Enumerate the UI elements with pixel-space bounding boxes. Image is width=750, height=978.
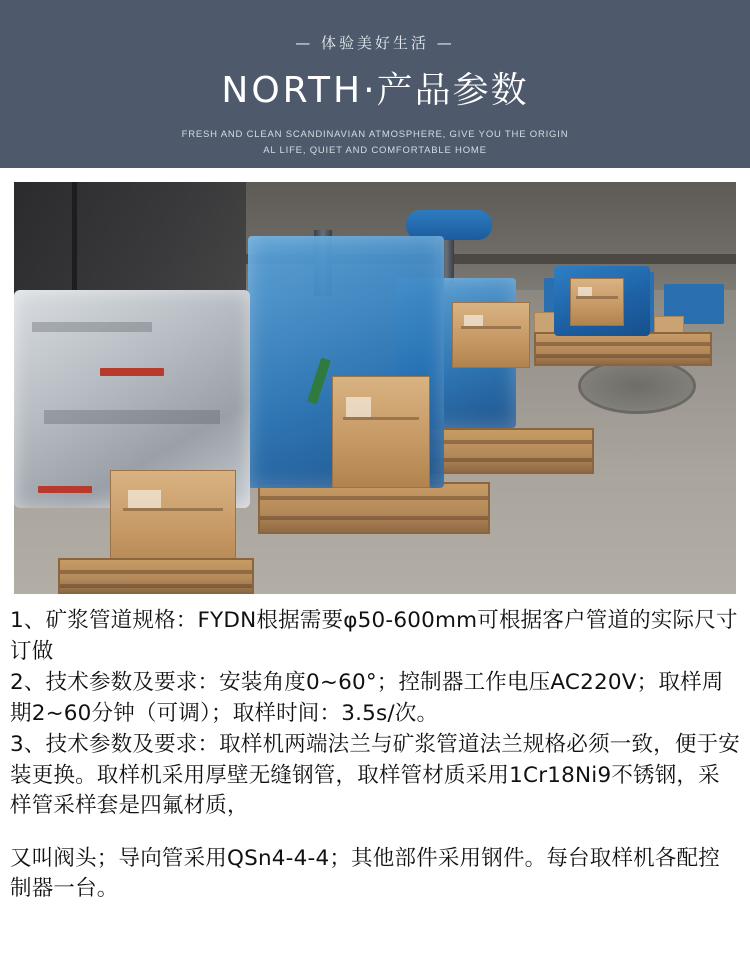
photo-carton-box	[332, 376, 430, 488]
photo-red-marking	[100, 368, 164, 376]
banner-tagline: — 体验美好生活 —	[295, 34, 455, 52]
photo-machine-band	[44, 410, 220, 424]
photo-carton-tape	[576, 296, 618, 299]
photo-carton-label	[128, 490, 160, 509]
banner-content	[0, 36, 750, 159]
photo-carton-label	[346, 397, 371, 417]
banner-subtitle-line2: AL LIFE, QUIET AND COMFORTABLE HOME	[263, 144, 487, 156]
photo-pallet-slat	[60, 584, 252, 588]
product-spec-text	[0, 594, 750, 905]
banner-subtitle	[0, 127, 750, 159]
photo-carton-box	[452, 302, 530, 368]
spec-paragraph-4: 又叫阀头；导向管采用QSn4-4-4；其他部件采用钢件。每台取样机各配控制器一台。	[10, 845, 720, 902]
banner-title	[0, 71, 750, 111]
photo-pallet-slat	[260, 496, 488, 500]
photo-pallet	[534, 332, 712, 366]
photo-carton-label	[464, 315, 484, 327]
photo-carton-tape	[123, 508, 222, 511]
photo-red-marking	[38, 486, 92, 493]
product-photo	[14, 182, 736, 594]
photo-machine-band	[32, 322, 152, 332]
photo-carton-label	[578, 287, 592, 295]
photo-carton-tape	[343, 417, 420, 420]
photo-manhole-cover	[578, 358, 696, 414]
photo-pallet	[258, 482, 490, 534]
photo-pallet-slat	[536, 342, 710, 346]
photo-carton-box	[570, 278, 624, 326]
photo-pallet-slat	[536, 354, 710, 358]
spec-paragraph-2: 2、技术参数及要求：安装角度0~60°；控制器工作电压AC220V；取样周期2~60分钟（可调）；取样时间：3.5s/次。	[10, 670, 724, 726]
spec-paragraph-3: 3、技术参数及要求：取样机两端法兰与矿浆管道法兰规格必须一致，便于安装更换。取样机采用厚壁无缝钢管，取样管材质采用1Cr18Ni9不锈钢，采样管采样套是四氟材质，	[10, 732, 740, 819]
product-photo-container	[0, 168, 750, 594]
spec-paragraph-1: 1、矿浆管道规格：FYDN根据需要φ50-600mm可根据客户管道的实际尺寸订做	[10, 608, 738, 664]
page-header-banner	[0, 0, 750, 168]
photo-pallet-slat	[260, 516, 488, 520]
photo-pallet	[58, 558, 254, 594]
photo-carton-tape	[461, 326, 522, 329]
banner-title-separator: ·	[363, 70, 377, 111]
banner-title-en: NORTH	[221, 70, 364, 111]
banner-title-cn: 产品参数	[376, 70, 529, 111]
banner-subtitle-line1: FRESH AND CLEAN SCANDINAVIAN ATMOSPHERE, GIVE YOU THE ORIGIN	[181, 128, 569, 140]
photo-pallet-slat	[60, 570, 252, 574]
